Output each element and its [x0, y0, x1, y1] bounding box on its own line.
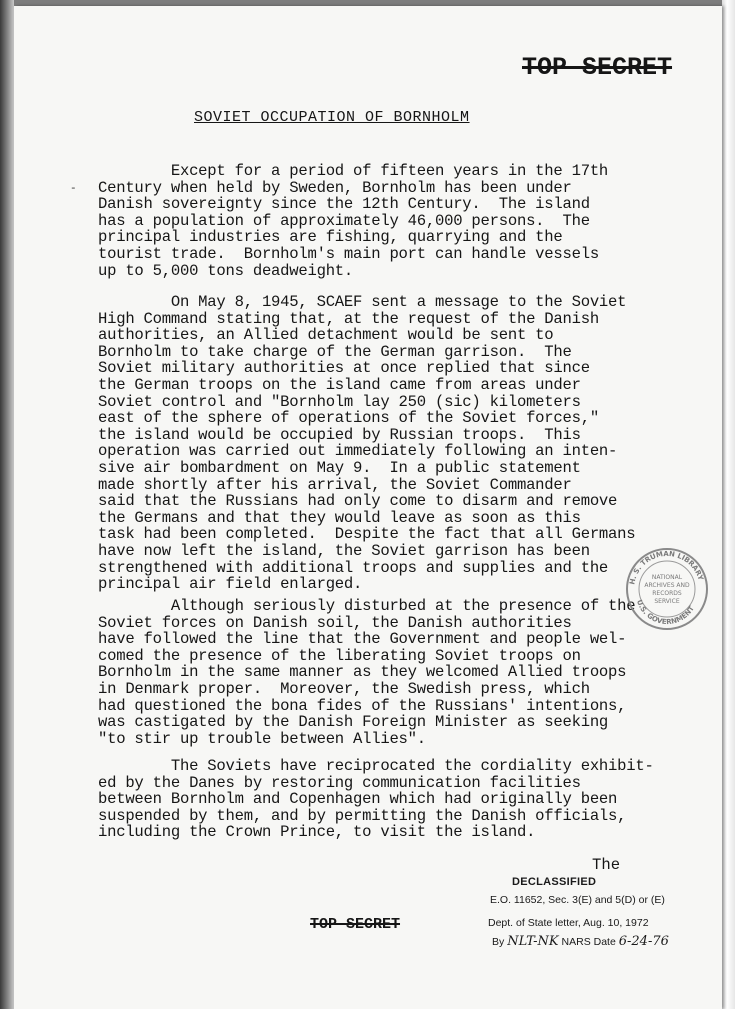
- declass-authority: E.O. 11652, Sec. 3(E) and 5(D) or (E): [490, 894, 665, 906]
- document-title: SOVIET OCCUPATION OF BORNHOLM: [194, 109, 470, 126]
- stamp-bottom-arc: U.S. GOVERNMENT: [634, 598, 696, 627]
- classification-marking-bottom: TOP SECRET: [310, 916, 401, 933]
- declassified-heading: DECLASSIFIED: [512, 876, 597, 888]
- stamp-text-2: ARCHIVES AND: [644, 582, 690, 589]
- page-right-edge: [722, 0, 735, 1009]
- paragraph-2: On May 8, 1945, SCAEF sent a message to the Soviet High Command stating that, at the request of the Danish authorities, an Allied detachment would be sent to Bornholm to take charge of the German garrison. The Soviet military authorities at once replied that since the German troops on the island came from areas under Soviet control and "Bornholm lay 250 (sic) kilometers east of the sphere of operations of the Soviet forces," the island would be occupied by Russian troops. This operation was carried out immediately following an inten- sive air bombardment on May 9. In a public statement made shortly after his arrival, the Soviet Commander said that the Russians had only come to disarm and remove the Germans and that they would leave as soon as this task had been completed. Despite the fact that all Germans have now left the island, the Soviet garrison has been strengthened with additional troops and supplies and the principal air field enlarged.: [98, 293, 636, 594]
- declass-signature: NLT-NK: [507, 934, 559, 949]
- paragraph-1: Except for a period of fifteen years in the 17th Century when held by Sweden, Bornholm has been under Danish sovereignty since the 12th Century. The island has a population of approximately 46,000 persons. The principal industries are fishing, quarrying and the tourist trade. Bornholm's main port can handle vessels up to 5,000 tons deadweight.: [98, 162, 609, 280]
- by-label: By: [492, 936, 505, 948]
- declass-signature-line: [492, 934, 669, 949]
- paragraph-3: Although seriously disturbed at the presence of the Soviet forces on Danish soil, the Danish authorities have followed the line that the Government and people wel- comed the presence of the liberating Soviet troops on Bornholm in the same manner as they welcomed Allied troops in Denmark proper. Moreover, the Swedish press, which had questioned the bona fides of the Russians' intentions, was castigated by the Danish Foreign Minister as seeking "to stir up trouble between Allies".: [98, 597, 636, 748]
- document-page: [14, 6, 722, 1009]
- archives-seal-stamp: [624, 546, 710, 632]
- declass-date: 6-24-76: [618, 934, 669, 949]
- paragraph-4: The Soviets have reciprocated the cordiality exhibit- ed by the Danes by restoring communication facilities between Bornholm and Copenhagen which had originally been suspended by them, and by permitting the Danish officials, including the Crown Prince, to visit the island.: [98, 757, 654, 842]
- declass-letter: Dept. of State letter, Aug. 10, 1972: [488, 917, 649, 929]
- classification-marking-top: TOP SECRET: [522, 53, 673, 82]
- stamp-text-4: SERVICE: [654, 598, 680, 605]
- stamp-text-3: RECORDS: [652, 590, 682, 597]
- stamp-top-arc: H. S. TRUMAN LIBRARY: [628, 549, 705, 586]
- binder-edge: [0, 0, 14, 1009]
- stamp-text-1: NATIONAL: [651, 574, 683, 581]
- continuation-word: The: [592, 856, 621, 874]
- margin-mark: -: [70, 183, 77, 195]
- nars-date-label: NARS Date: [561, 936, 616, 948]
